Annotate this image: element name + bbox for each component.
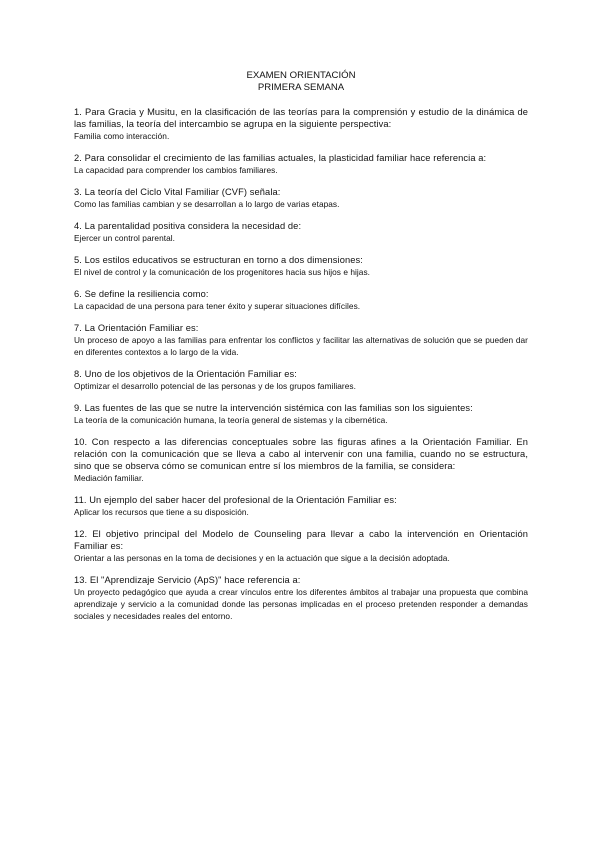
question-item-12: [74, 528, 528, 564]
answer-text: Como las familias cambian y se desarrollan a lo largo de varias etapas.: [74, 199, 340, 209]
question-item-7: [74, 322, 528, 358]
question-text: 11. Un ejemplo del saber hacer del profesional de la Orientación Familiar es:: [74, 495, 397, 505]
answer-text: La teoría de la comunicación humana, la teoría general de sistemas y la cibernética.: [74, 415, 388, 425]
question-item-3: [74, 186, 528, 210]
question-item-11: [74, 494, 528, 518]
question-text: 3. La teoría del Ciclo Vital Familiar (CVF) señala:: [74, 187, 281, 197]
question-item-2: [74, 152, 528, 176]
question-text: 2. Para consolidar el crecimiento de las familias actuales, la plasticidad familiar hace referencia a:: [74, 153, 487, 163]
answer-text: Un proceso de apoyo a las familias para enfrentar los conflictos y facilitar las alternativas de solución que se pueden dar en diferentes contextos a lo largo de la vida.: [74, 335, 528, 357]
answer-text: La capacidad de una persona para tener éxito y superar situaciones difíciles.: [74, 301, 361, 311]
question-text: 4. La parentalidad positiva considera la necesidad de:: [74, 221, 302, 231]
question-text: 5. Los estilos educativos se estructuran en torno a dos dimensiones:: [74, 255, 363, 265]
question-item-13: [74, 574, 528, 622]
question-item-8: [74, 368, 528, 392]
answer-text: Un proyecto pedagógico que ayuda a crear vínculos entre los diferentes ámbitos al trabajar una propuesta que combina aprendizaje y servicio a la comunidad donde las personas implicadas en el proceso pretenden responder a demandas sociales y necesidades reales del entorno.: [74, 587, 528, 621]
question-item-6: [74, 288, 528, 312]
exam-document: [74, 70, 528, 632]
answer-text: Aplicar los recursos que tiene a su disposición.: [74, 507, 249, 517]
answer-text: El nivel de control y la comunicación de los progenitores hacia sus hijos e hijas.: [74, 267, 371, 277]
answer-text: Mediación familiar.: [74, 473, 144, 483]
question-text: 13. El "Aprendizaje Servicio (ApS)" hace referencia a:: [74, 575, 301, 585]
question-text: 6. Se define la resiliencia como:: [74, 289, 209, 299]
question-text: 7. La Orientación Familiar es:: [74, 323, 199, 333]
question-item-1: [74, 106, 528, 142]
question-item-9: [74, 402, 528, 426]
answer-text: Familia como interacción.: [74, 131, 170, 141]
document-subtitle: PRIMERA SEMANA: [257, 82, 345, 93]
question-item-4: [74, 220, 528, 244]
question-text: 8. Uno de los objetivos de la Orientación Familiar es:: [74, 369, 297, 379]
document-header: [74, 70, 528, 94]
question-text: 9. Las fuentes de las que se nutre la intervención sistémica con las familias son los siguientes:: [74, 403, 473, 413]
question-text: 1. Para Gracia y Musitu, en la clasificación de las teorías para la comprensión y estudio de la dinámica de las familias, la teoría del intercambio se agrupa en la siguiente perspectiva:: [74, 107, 528, 129]
answer-text: Orientar a las personas en la toma de decisiones y en la actuación que sigue a la decisión adoptada.: [74, 553, 450, 563]
question-text: 10. Con respecto a las diferencias conceptuales sobre las figuras afines a la Orientación Familiar. En relación con la comunicación que se lleva a cabo al intervenir con una familia, cuando no se estructura, sino que se observa cómo se comunican entre sí los miembros de la familia, se considera:: [74, 437, 528, 471]
question-item-5: [74, 254, 528, 278]
question-text: 12. El objetivo principal del Modelo de Counseling para llevar a cabo la intervención en Orientación Familiar es:: [74, 529, 528, 551]
answer-text: Optimizar el desarrollo potencial de las personas y de los grupos familiares.: [74, 381, 356, 391]
answer-text: La capacidad para comprender los cambios familiares.: [74, 165, 278, 175]
document-title: EXAMEN ORIENTACIÓN: [246, 70, 356, 81]
question-item-10: [74, 436, 528, 484]
answer-text: Ejercer un control parental.: [74, 233, 176, 243]
